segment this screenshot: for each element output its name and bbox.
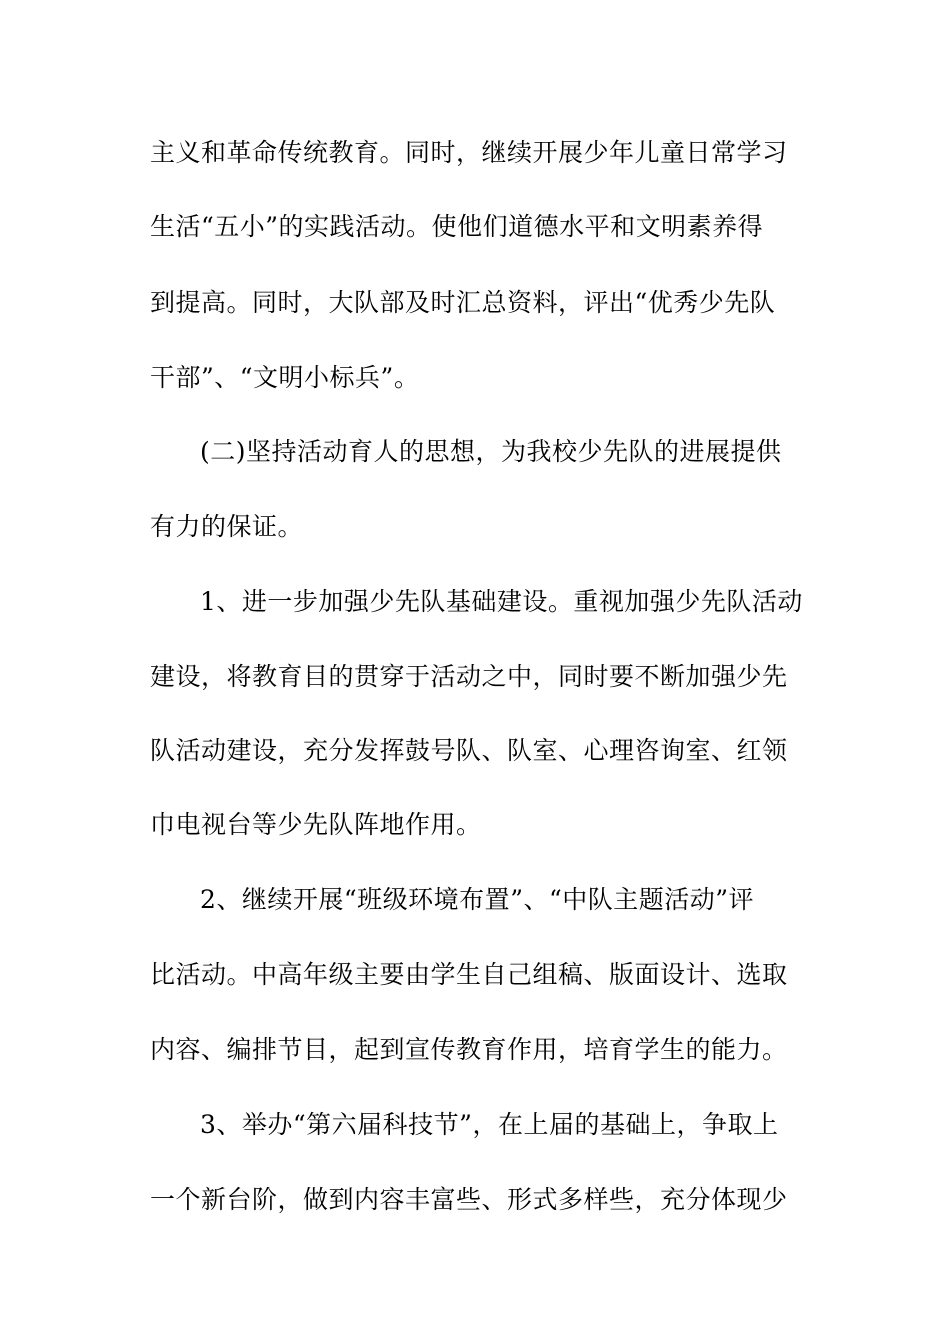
text-line: 巾电视台等少先队阵地作用。 [150, 810, 482, 839]
paragraph-start-2: 2、继续开展“班级环境布置”、“中队主题活动”评 [200, 885, 755, 914]
text-line: 主义和革命传统教育。同时，继续开展少年儿童日常学习 [150, 138, 788, 167]
paragraph-start-3: 3、举办“第六届科技节”，在上届的基础上，争取上 [200, 1110, 779, 1139]
section-heading: (二)坚持活动育人的思想，为我校少先队的进展提供 [200, 437, 782, 466]
text-line: 队活动建设，充分发挥鼓号队、队室、心理咨询室、红领 [150, 736, 788, 765]
text-line: 有力的保证。 [150, 512, 304, 541]
text-line: 生活“五小”的实践活动。使他们道德水平和文明素养得 [150, 212, 764, 241]
text-line: 内容、编排节目，起到宣传教育作用，培育学生的能力。 [150, 1035, 788, 1064]
text-line: 比活动。中高年级主要由学生自己组稿、版面设计、选取 [150, 960, 788, 989]
paragraph-start-1: 1、进一步加强少先队基础建设。重视加强少先队活动 [200, 587, 803, 616]
text-line: 干部”、“文明小标兵”。 [150, 363, 420, 392]
text-line: 建设，将教育目的贯穿于活动之中，同时要不断加强少先 [150, 662, 788, 691]
text-line: 到提高。同时，大队部及时汇总资料，评出“优秀少先队 [150, 288, 776, 317]
text-line: 一个新台阶，做到内容丰富些、形式多样些，充分体现少 [150, 1185, 788, 1214]
